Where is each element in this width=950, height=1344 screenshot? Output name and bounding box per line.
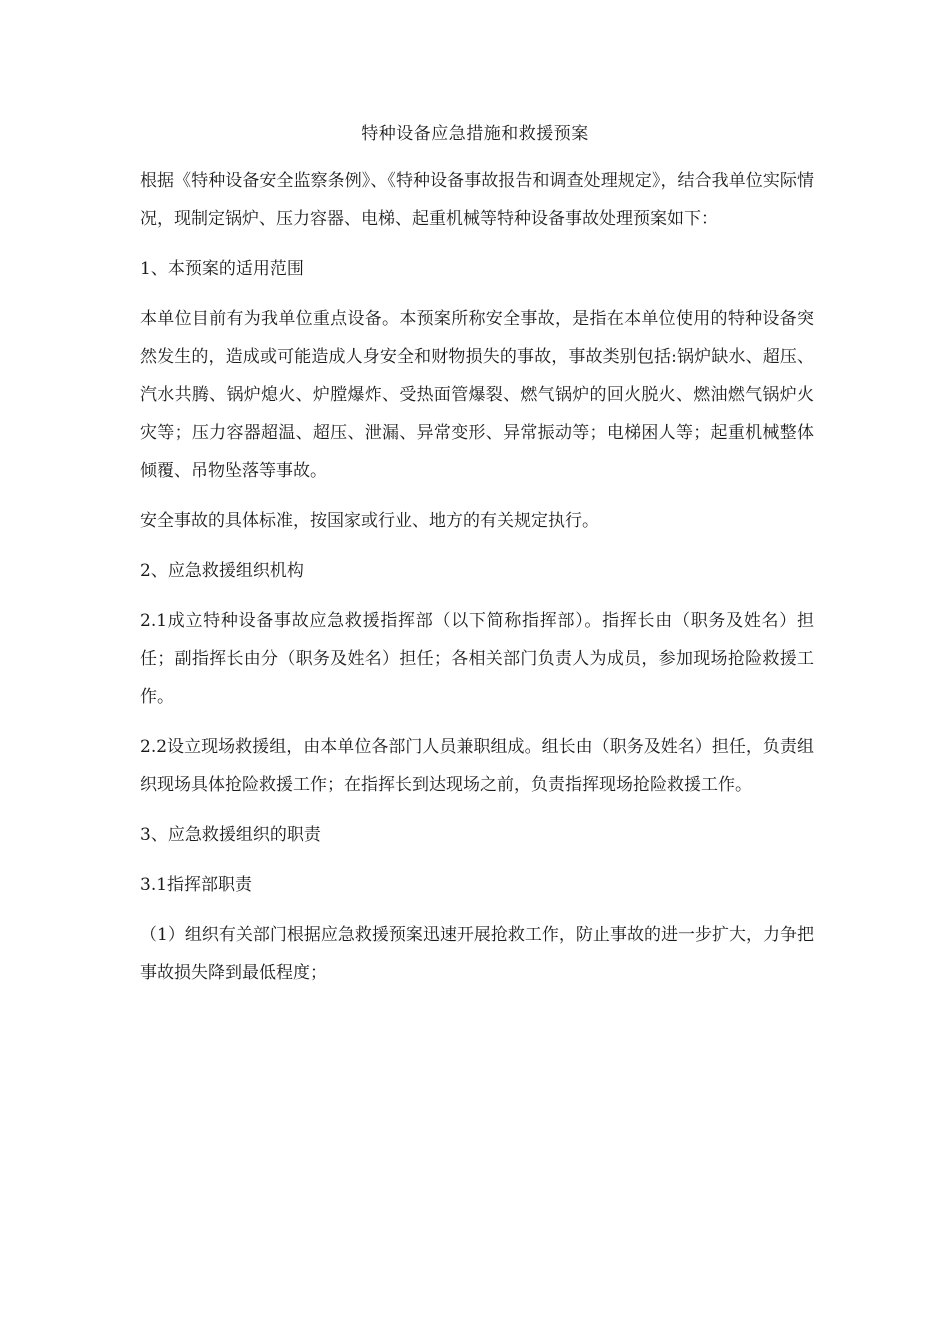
document-body bbox=[140, 162, 814, 1004]
section-heading-duties: 3、应急救援组织的职责 bbox=[140, 825, 321, 845]
paragraph-2-2: 2.2设立现场救援组，由本单位各部门人员兼职组成。组长由（职务及姓名）担任，负责组织现场具体抢险救援工作；在指挥长到达现场之前，负责指挥现场抢险救援工作。 bbox=[140, 737, 814, 795]
section-heading-scope: 1、本预案的适用范围 bbox=[140, 259, 304, 279]
section-heading-organization: 2、应急救援组织机构 bbox=[140, 561, 304, 581]
paragraph-standard: 安全事故的具体标准，按国家或行业、地方的有关规定执行。 bbox=[140, 511, 599, 531]
subsection-heading-3-1: 3.1指挥部职责 bbox=[140, 875, 253, 895]
paragraph-2-1: 2.1成立特种设备事故应急救援指挥部（以下简称指挥部）。指挥长由（职务及姓名）担任；副指挥长由分（职务及姓名）担任；各相关部门负责人为成员，参加现场抢险救援工作。 bbox=[140, 611, 814, 707]
paragraph-intro: 根据《特种设备安全监察条例》、《特种设备事故报告和调查处理规定》，结合我单位实际情况，现制定锅炉、压力容器、电梯、起重机械等特种设备事故处理预案如下： bbox=[140, 171, 814, 229]
paragraph-scope: 本单位目前有为我单位重点设备。本预案所称安全事故，是指在本单位使用的特种设备突然发生的，造成或可能造成人身安全和财物损失的事故，事故类别包括:锅炉缺水、超压、汽水共腾、锅炉熄火、炉膛爆炸、受热面管爆裂、燃气锅炉的回火脱火、燃油燃气锅炉火灾等；压力容器超温、超压、泄漏、异常变形、异常振动等；电梯困人等；起重机械整体倾覆、吊物坠落等事故。 bbox=[140, 309, 814, 481]
document-title: 特种设备应急措施和救援预案 bbox=[361, 124, 589, 144]
paragraph-duty-1: （1）组织有关部门根据应急救援预案迅速开展抢救工作，防止事故的进一步扩大，力争把事故损失降到最低程度； bbox=[140, 925, 814, 983]
